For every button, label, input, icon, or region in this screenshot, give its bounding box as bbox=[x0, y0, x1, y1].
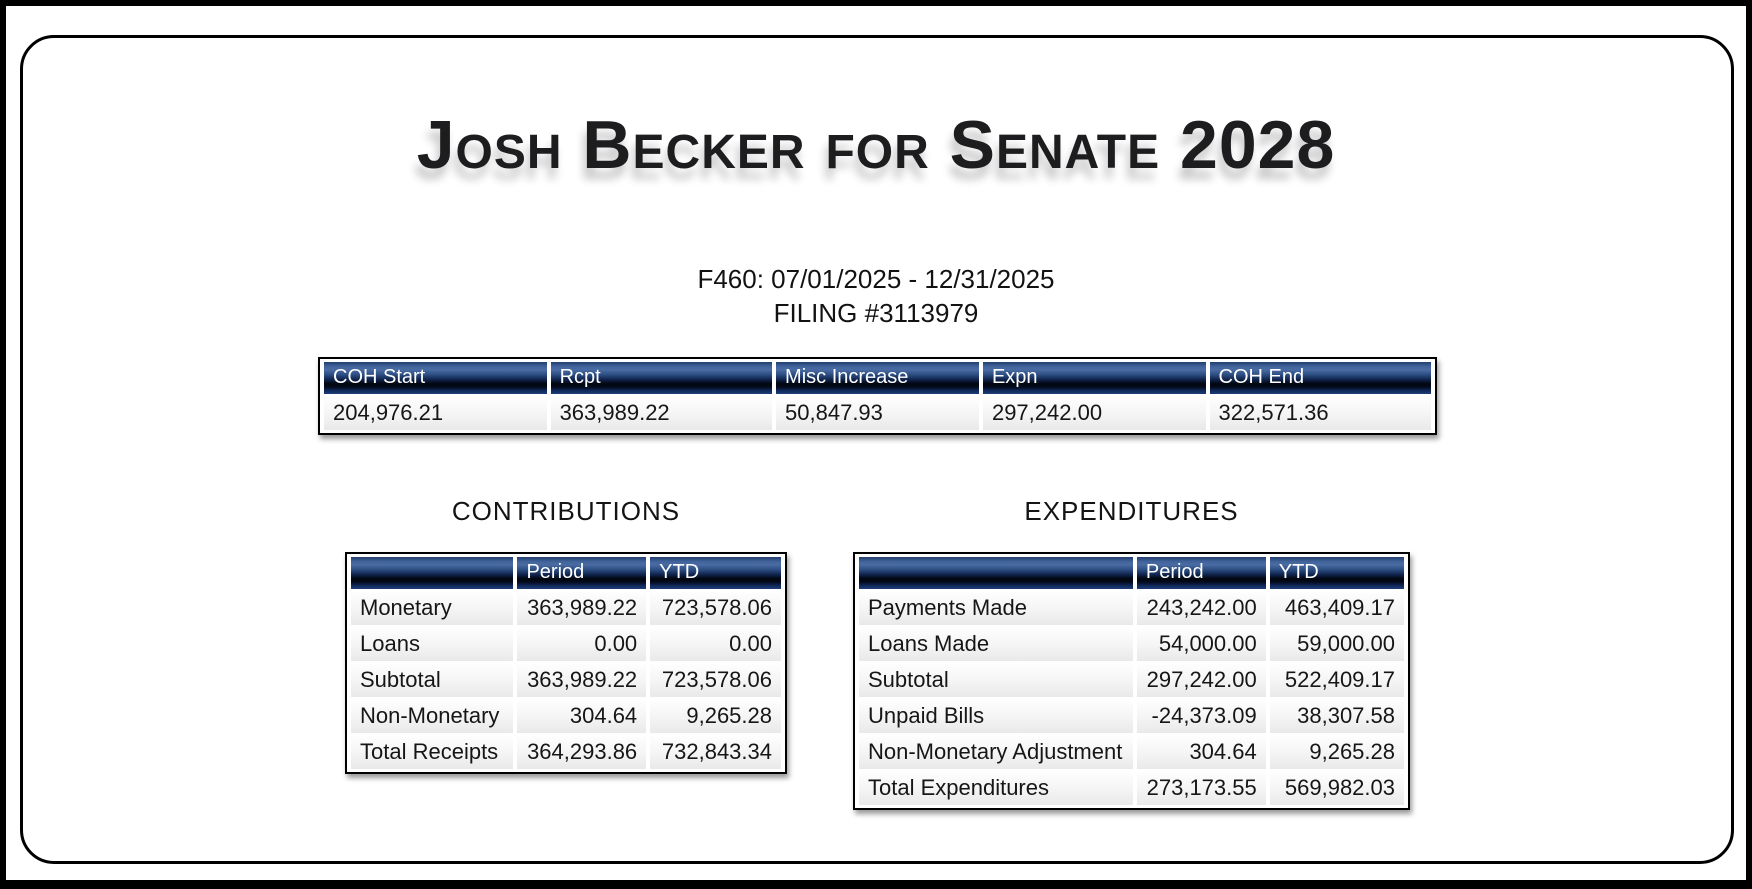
table-row bbox=[351, 592, 781, 625]
period-value: 297,242.00 bbox=[1137, 664, 1266, 697]
summary-value-row bbox=[324, 397, 1431, 430]
row-label: Total Receipts bbox=[351, 736, 513, 769]
period-value: 304.64 bbox=[1137, 736, 1266, 769]
table-row bbox=[351, 700, 781, 733]
contributions-header-row bbox=[351, 557, 781, 589]
period-value: 54,000.00 bbox=[1137, 628, 1266, 661]
column-header-rcpt: Rcpt bbox=[551, 362, 772, 394]
rcpt-value: 363,989.22 bbox=[551, 397, 772, 430]
ytd-value: 9,265.28 bbox=[1270, 736, 1404, 769]
ytd-value: 0.00 bbox=[650, 628, 781, 661]
column-header-ytd: YTD bbox=[1270, 557, 1404, 589]
table-row bbox=[859, 736, 1404, 769]
contributions-section-title: CONTRIBUTIONS bbox=[451, 496, 681, 526]
period-value: 363,989.22 bbox=[517, 592, 646, 625]
row-label: Loans bbox=[351, 628, 513, 661]
period-value: 304.64 bbox=[517, 700, 646, 733]
ytd-value: 463,409.17 bbox=[1270, 592, 1404, 625]
table-row bbox=[859, 592, 1404, 625]
period-value: 364,293.86 bbox=[517, 736, 646, 769]
corner-header-cell bbox=[351, 557, 513, 589]
filing-period: F460: 07/01/2025 - 12/31/2025 bbox=[697, 264, 1055, 294]
ytd-value: 723,578.06 bbox=[650, 592, 781, 625]
expenditures-table bbox=[853, 552, 1410, 810]
table-row bbox=[859, 628, 1404, 661]
column-header-coh-end: COH End bbox=[1210, 362, 1431, 394]
period-value: 363,989.22 bbox=[517, 664, 646, 697]
expenditures-section-title: EXPENDITURES bbox=[1024, 496, 1239, 526]
column-header-period: Period bbox=[517, 557, 646, 589]
period-value: -24,373.09 bbox=[1137, 700, 1266, 733]
row-label: Subtotal bbox=[351, 664, 513, 697]
row-label: Unpaid Bills bbox=[859, 700, 1133, 733]
column-header-misc-increase: Misc Increase bbox=[776, 362, 979, 394]
filing-number: FILING #3113979 bbox=[773, 298, 979, 328]
table-row bbox=[351, 628, 781, 661]
table-row bbox=[859, 700, 1404, 733]
table-row bbox=[859, 772, 1404, 805]
summary-header-row bbox=[324, 362, 1431, 394]
page-title: Josh Becker for Senate 2028 bbox=[416, 107, 1336, 183]
cash-summary-table bbox=[318, 357, 1437, 435]
row-label: Total Expenditures bbox=[859, 772, 1133, 805]
ytd-value: 9,265.28 bbox=[650, 700, 781, 733]
period-value: 273,173.55 bbox=[1137, 772, 1266, 805]
ytd-value: 38,307.58 bbox=[1270, 700, 1404, 733]
row-label: Subtotal bbox=[859, 664, 1133, 697]
coh-start-value: 204,976.21 bbox=[324, 397, 547, 430]
row-label: Non-Monetary bbox=[351, 700, 513, 733]
expenditures-header-row bbox=[859, 557, 1404, 589]
ytd-value: 569,982.03 bbox=[1270, 772, 1404, 805]
row-label: Payments Made bbox=[859, 592, 1133, 625]
table-row bbox=[351, 664, 781, 697]
ytd-value: 59,000.00 bbox=[1270, 628, 1404, 661]
misc-increase-value: 50,847.93 bbox=[776, 397, 979, 430]
expn-value: 297,242.00 bbox=[983, 397, 1206, 430]
column-header-period: Period bbox=[1137, 557, 1266, 589]
row-label: Loans Made bbox=[859, 628, 1133, 661]
column-header-coh-start: COH Start bbox=[324, 362, 547, 394]
ytd-value: 723,578.06 bbox=[650, 664, 781, 697]
contributions-table bbox=[345, 552, 787, 774]
table-row bbox=[859, 664, 1404, 697]
coh-end-value: 322,571.36 bbox=[1210, 397, 1431, 430]
ytd-value: 732,843.34 bbox=[650, 736, 781, 769]
ytd-value: 522,409.17 bbox=[1270, 664, 1404, 697]
table-row bbox=[351, 736, 781, 769]
period-value: 0.00 bbox=[517, 628, 646, 661]
column-header-expn: Expn bbox=[983, 362, 1206, 394]
column-header-ytd: YTD bbox=[650, 557, 781, 589]
filing-info bbox=[0, 262, 1752, 330]
row-label: Monetary bbox=[351, 592, 513, 625]
corner-header-cell bbox=[859, 557, 1133, 589]
period-value: 243,242.00 bbox=[1137, 592, 1266, 625]
row-label: Non-Monetary Adjustment bbox=[859, 736, 1133, 769]
